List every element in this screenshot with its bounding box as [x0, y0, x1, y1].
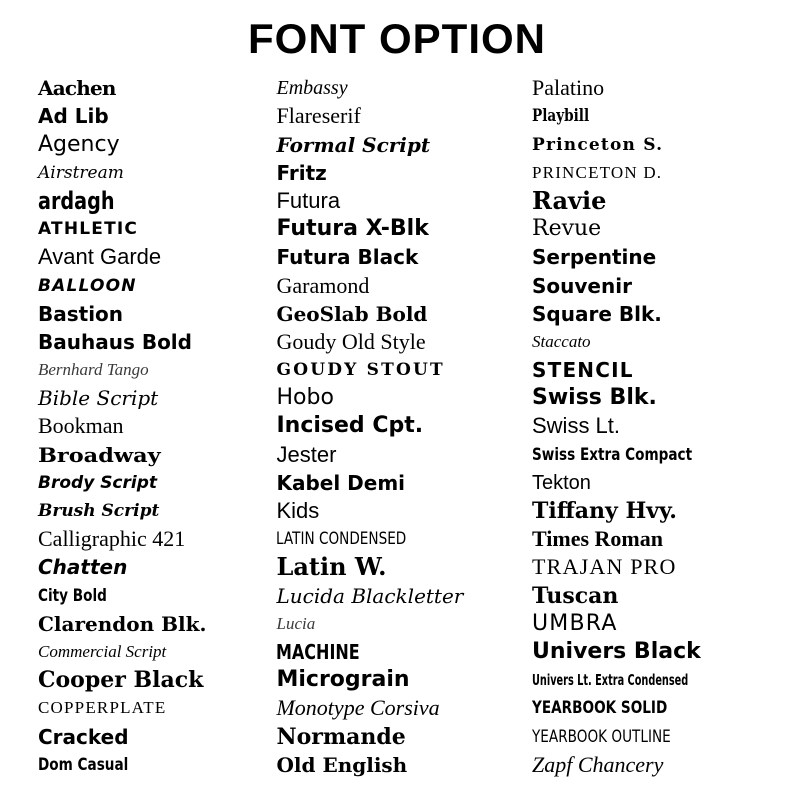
font-item-bernhard-tango: Bernhard Tango: [38, 360, 149, 380]
font-item-agency: Agency: [38, 131, 120, 157]
font-item-brody-script: Brody Script: [38, 472, 158, 493]
font-item-micrograin: Micrograin: [276, 667, 410, 693]
font-item-incised-cpt: Incised Cpt.: [276, 413, 424, 439]
font-item-yearbook-outline: YEARBOOK OUTLINE: [532, 726, 671, 747]
font-item-normande: Normande: [276, 723, 406, 750]
font-item-revue: Revue: [532, 216, 602, 242]
font-item-dom-casual: Dom Casual: [38, 754, 129, 775]
font-item-monotype-corsiva: Monotype Corsiva: [276, 695, 440, 721]
font-item-yearbook-solid: YEARBOOK SOLID: [532, 698, 668, 719]
font-item-palatino: Palatino: [532, 75, 605, 101]
font-item-zapf-chancery: Zapf Chancery: [532, 751, 664, 777]
font-column-3: [532, 74, 766, 779]
font-item-clarendon-blk: Clarendon Blk.: [38, 611, 207, 636]
font-item-old-english: Old English: [276, 752, 408, 777]
font-item-trajan-pro: TRAJAN PRO: [532, 554, 677, 580]
page-title: FONT OPTION: [248, 15, 546, 62]
font-item-staccato: Staccato: [532, 331, 591, 351]
font-item-city-bold: City Bold: [38, 585, 107, 606]
font-item-playbill: Playbill: [532, 106, 590, 127]
font-item-cracked: Cracked: [38, 724, 129, 749]
font-item-times-roman: Times Roman: [532, 526, 663, 552]
font-item-machine: MACHINE: [276, 639, 361, 664]
font-item-athletic: ATHLETIC: [38, 219, 139, 240]
font-item-kids: Kids: [276, 498, 320, 523]
font-columns: [0, 74, 794, 779]
font-item-futura: Futura: [276, 187, 341, 213]
font-item-tekton: Tekton: [532, 471, 591, 494]
font-item-jester: Jester: [276, 441, 337, 467]
font-item-tuscan: Tuscan: [532, 582, 619, 609]
font-item-hobo: Hobo: [276, 385, 334, 411]
font-item-ad-lib: Ad Lib: [38, 104, 109, 129]
font-option-sheet: [0, 16, 794, 810]
font-item-swiss-extra-compact: Swiss Extra Compact: [532, 444, 693, 465]
font-item-swiss-lt: Swiss Lt.: [532, 413, 621, 439]
font-item-lucia: Lucia: [276, 613, 316, 633]
font-item-commercial-script: Commercial Script: [38, 641, 167, 661]
font-item-bible-script: Bible Script: [38, 386, 159, 411]
font-item-souvenir: Souvenir: [532, 273, 632, 298]
font-item-univers-lt-extra-condensed: Univers Lt. Extra Condensed: [532, 671, 689, 690]
font-item-kabel-demi: Kabel Demi: [276, 470, 406, 495]
font-item-lucida-blackletter: Lucida Blackletter: [276, 583, 464, 608]
font-item-latin-w: Latin W.: [276, 552, 387, 582]
font-item-calligraphic-421: Calligraphic 421: [38, 526, 186, 552]
font-column-1: [38, 74, 276, 779]
font-item-avant-garde: Avant Garde: [38, 244, 162, 270]
font-item-stencil: STENCIL: [532, 358, 634, 383]
font-item-broadway: Broadway: [38, 442, 161, 467]
font-item-swiss-blk: Swiss Blk.: [532, 385, 657, 411]
font-item-latin-condensed: LATIN CONDENSED: [276, 529, 407, 550]
font-item-aachen: Aachen: [38, 76, 116, 101]
font-column-2: [276, 74, 532, 779]
font-item-airstream: Airstream: [38, 162, 124, 183]
font-item-futura-black: Futura Black: [276, 245, 419, 270]
font-item-princeton-s: Princeton S.: [532, 134, 664, 155]
font-item-princeton-d: PRINCETON D.: [532, 162, 663, 182]
font-item-cooper-black: Cooper Black: [38, 667, 204, 694]
font-item-tiffany-hvy: Tiffany Hvy.: [532, 498, 677, 524]
font-item-bauhaus-bold: Bauhaus Bold: [38, 329, 192, 354]
font-item-umbra: UMBRA: [532, 610, 618, 636]
font-item-brush-script: Brush Script: [38, 501, 160, 521]
font-item-ravie: Ravie: [532, 185, 607, 215]
font-item-bastion: Bastion: [38, 301, 124, 326]
font-item-embassy: Embassy: [276, 77, 348, 100]
font-item-flareserif: Flareserif: [276, 103, 361, 129]
font-item-fritz: Fritz: [276, 160, 327, 185]
font-item-garamond: Garamond: [276, 272, 370, 298]
font-item-goudy-stout: GOUDY STOUT: [276, 360, 445, 381]
font-item-copperplate: COPPERPLATE: [38, 698, 167, 718]
font-item-ardagh: ardagh: [38, 186, 115, 215]
font-item-square-blk: Square Blk.: [532, 301, 662, 326]
font-item-serpentine: Serpentine: [532, 245, 657, 270]
font-item-balloon: BALLOON: [38, 275, 137, 296]
font-item-formal-script: Formal Script: [276, 132, 431, 157]
font-item-univers-black: Univers Black: [532, 638, 701, 664]
font-item-futura-x-blk: Futura X-Blk: [276, 216, 429, 242]
font-item-geoslab-bold: GeoSlab Bold: [276, 301, 428, 326]
font-item-bookman: Bookman: [38, 413, 124, 439]
font-item-goudy-old-style: Goudy Old Style: [276, 328, 426, 354]
font-item-chatten: Chatten: [38, 555, 128, 580]
